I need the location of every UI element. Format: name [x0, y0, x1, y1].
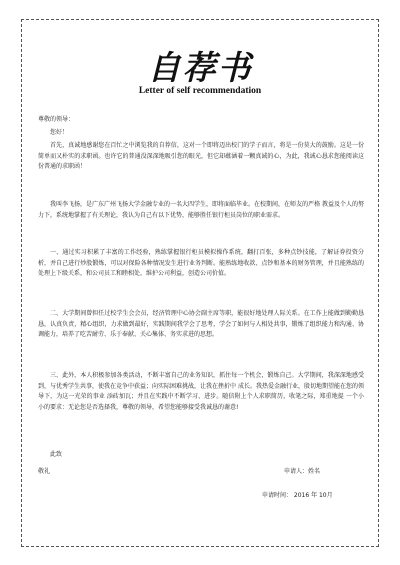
closing: 此致 [50, 451, 63, 458]
paragraph-experience: 一、通过实习积累了丰富的工作经验，熟练掌握银行柜员模拟操作系统，翻打百张，多种点钞技能，了解证券投资分析，并自己进行炒股锻炼，可以对保险各种情况发生进行业务判断。能熟练地收款、点钞和基本的财务管理，并且能熟练的处理上下级关系，和公司员工和睦相处，维护公司利益，创造公司价值。 [38, 249, 364, 277]
letter-subtitle: Letter of self recommendation [138, 86, 262, 96]
letter-title: 自荐书 [147, 48, 253, 87]
greeting: 您好！ [50, 129, 69, 136]
paragraph-activities: 三、此外，本人积极参加各类活动，不断丰富自己的业务知识，抓住每一个机会，锻炼自己。大学期间，我深深地感受到，与优秀学生共事，使我在竞争中获益；向实际困难挑战，让我在挫折中 成长。我热爱金融行业，殷切地期望能在您的领导下，为这一光荣的事业 添砖加瓦；并且在实践中不断学习、进步。随信附上个人求职简历，收笔之际，郑重地提 一个小小的要求：无论您是否选择我，尊敬的领导，希望您能够接受我诚恳的谢意! [38, 372, 364, 411]
applicant-name: 申请人：姓名 [284, 468, 321, 475]
letter-page [21, 19, 379, 547]
application-date: 申请时间： 2016 年 10月 [262, 492, 333, 499]
regards: 敬礼 [38, 468, 51, 475]
paragraph-self-introduction: 我叫李飞扬，是广东广州飞扬大学金融专业的一名大四学生，即将面临毕业。在校期间，在师友的严格 教益及个人的努力下，系统地掌握了有关理论，我认为自己有以下优势，能够胜任银行柜员岗位的职业需求。 [38, 201, 364, 219]
salutation: 尊敬的领导： [38, 116, 75, 123]
intro-paragraph: 首先，真诚地感谢您在百忙之中浏览我的自荐信，这对一个即将迈出校门的学子而言，将是一份莫大的鼓励。这是一份简单而又朴实的求职函。也许它的普通没深深地吸引您的眼光，但它却蕴涵着一颗真诚的心，为此，我诚心恳求您能阅读这份普通的求职函！ [38, 142, 364, 170]
paragraph-student-union: 二、大学期间曾担任过校学生会会员，经济管理中心协会副主席等职，能很好地处理人际关系。在工作上能做到勤勤恳恳，认真负责，精心组织，力求做到最好，实践期间我学会了思考，学会了如何与人相处共事，锻炼了组织能力和沟通、协调能力，培养了吃苦耐劳、乐于奉献、关心集体、务实求进的思想。 [38, 310, 364, 338]
